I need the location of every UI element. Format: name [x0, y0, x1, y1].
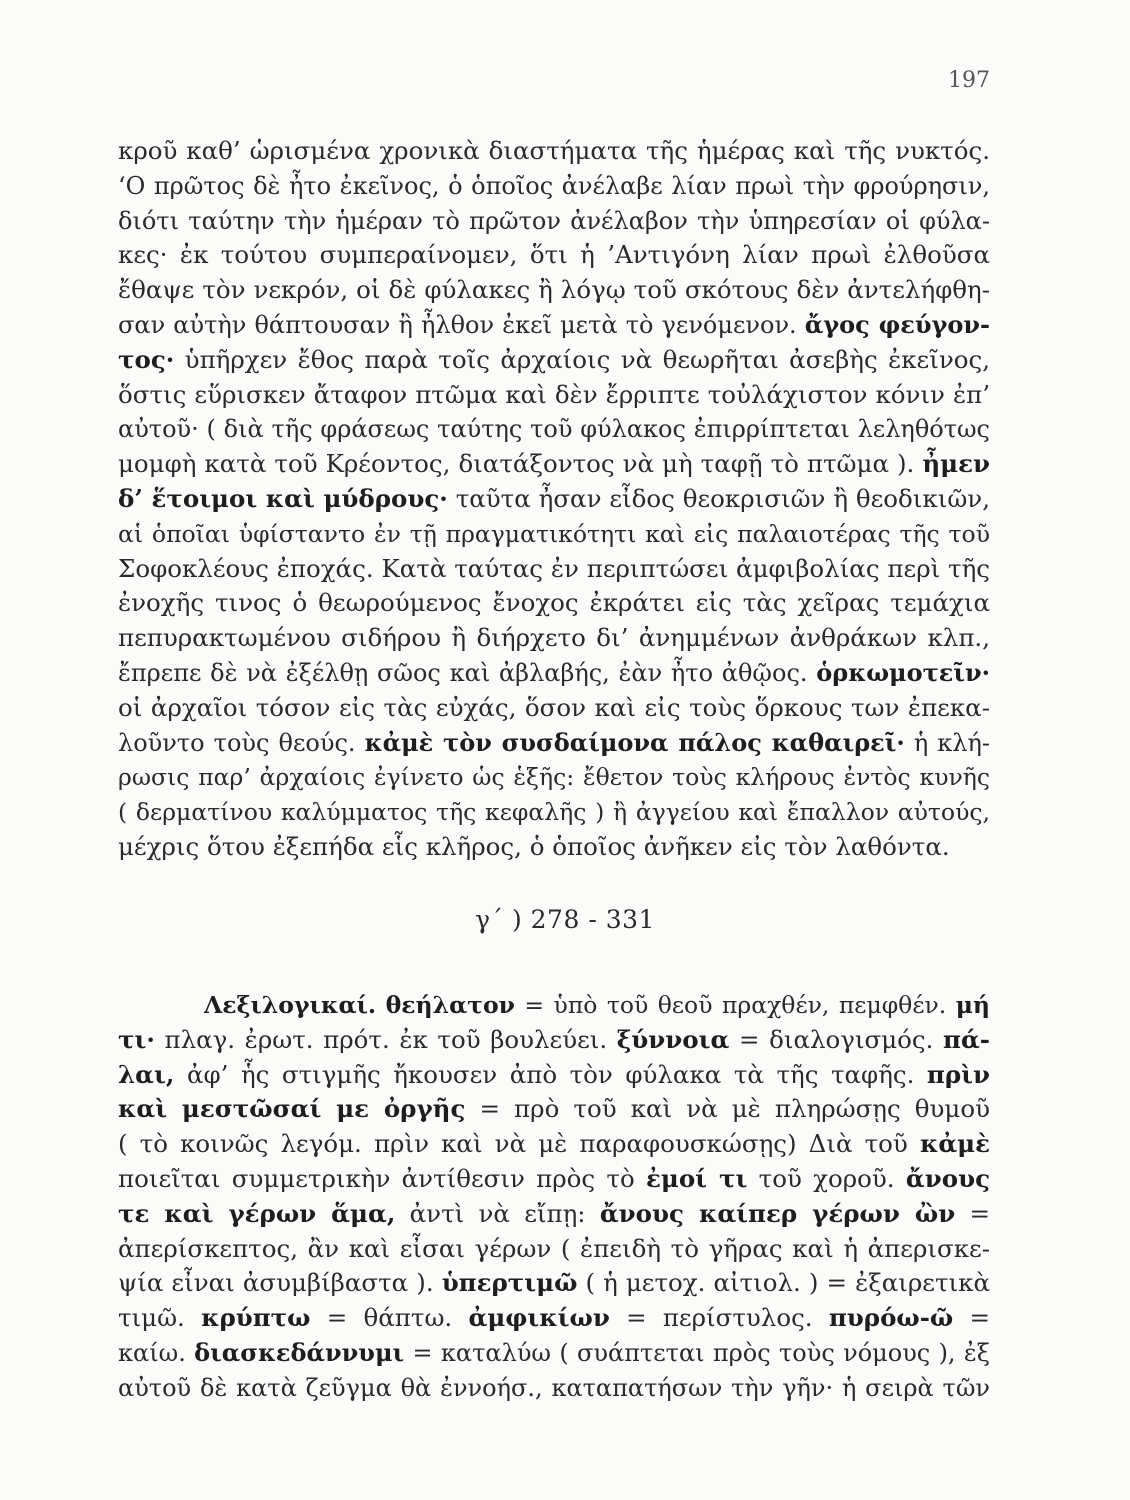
text-segment: μομφὴ κατὰ τοῦ Κρέοντος, διατάξοντος νὰ μὴ ταφῇ τὸ πτῶμα ). [118, 449, 923, 479]
text-line [118, 1232, 990, 1267]
text-line [118, 447, 990, 482]
commentary-paragraph [118, 134, 990, 865]
text-segment: = πρὸ τοῦ καὶ νὰ μὲ πληρώσῃς θυμοῦ [465, 1094, 990, 1124]
text-line [118, 1162, 990, 1197]
text-line [118, 760, 990, 795]
text-segment: ὑπῆρχεν ἔθος παρὰ τοῖς ἀρχαίοις νὰ θεωρῆται ἀσεβὴς ἐκεῖνος, [174, 344, 990, 374]
text-segment: ( ἡ μετοχ. αἰτιολ. ) = ἐξαιρετικὰ [577, 1268, 990, 1298]
lemma-term: ξύννοια [616, 1024, 730, 1054]
text-line [118, 169, 990, 204]
text-segment: ( τὸ κοινῶς λεγόμ. πρὶν καὶ νὰ μὲ παραφουσκώσῃς) Διὰ τοῦ [118, 1129, 920, 1159]
text-line [118, 204, 990, 239]
text-segment: πεπυρακτωμένου σιδήρου ἢ διήρχετο δι’ ἀνημμένων ἀνθράκων κλπ., [118, 623, 990, 653]
text-segment: ὅστις εὕρισκεν ἄταφον πτῶμα καὶ δὲν ἔρριπτε τοὐλάχιστον κόνιν ἐπ’ [118, 379, 990, 409]
text-segment: κροῦ καθ’ ὡρισμένα χρονικὰ διαστήματα τῆς ἡμέρας καὶ τῆς νυκτός. [118, 136, 990, 165]
lemma-term: ὑπερτιμῶ [441, 1268, 578, 1298]
text-segment: Σοφοκλέους ἐποχάς. Κατὰ ταύτας ἐν περιπτώσει ἀμφιβολίας περὶ τῆς [118, 553, 990, 583]
lemma-term: κρύπτω [201, 1303, 311, 1333]
lemma-term: διασκεδάννυμι [194, 1337, 405, 1367]
lemma-term: ἄγος φεύγον- [804, 309, 990, 339]
text-segment: τοῦ χοροῦ. [747, 1163, 906, 1193]
lemma-term: ὁρκωμοτεῖν· [816, 657, 990, 687]
lemma-term: πά- [943, 1024, 990, 1054]
text-segment: ‘Ο πρῶτος δὲ ἦτο ἐκεῖνος, ὁ ὁποῖος ἀνέλαβε λίαν πρωὶ τὴν φρούρησιν, [118, 171, 990, 200]
text-segment: = [953, 1303, 991, 1333]
text-line [118, 1023, 990, 1058]
text-segment: = θάπτω. [310, 1303, 469, 1333]
text-segment: = διαλογισμός. [729, 1024, 944, 1054]
text-line [118, 656, 990, 691]
lemma-term: τος· [118, 344, 175, 374]
text-line [118, 726, 990, 761]
text-segment: = περίστυλος. [609, 1303, 829, 1333]
text-line [118, 134, 990, 169]
text-line [118, 238, 990, 273]
text-line [118, 482, 990, 517]
text-line [118, 412, 990, 447]
text-line [118, 1197, 990, 1232]
text-segment: ψία εἶναι ἀσυμβίβαστα ). [118, 1268, 442, 1298]
text-segment: ἡ κλή- [904, 728, 990, 757]
text-segment: ἀντὶ νὰ εἴπῃ: [395, 1198, 600, 1228]
text-segment: = καταλύω ( συάπτεται πρὸς τοὺς νόμους ), ἐξ [404, 1338, 990, 1367]
page-number: 197 [948, 68, 990, 93]
lemma-term: δ’ ἕτοιμοι καὶ μύδρους· [118, 483, 448, 513]
text-segment: καίω. [118, 1338, 195, 1367]
text-line [118, 586, 990, 621]
text-line [118, 1058, 990, 1093]
text-segment: ( δερματίνου καλύμματος τῆς κεφαλῆς ) ἢ ἀγγείου καὶ ἔπαλλον αὐτούς, [118, 798, 990, 827]
text-segment: αὐτοῦ· ( διὰ τῆς φράσεως ταύτης τοῦ φύλακος ἐπιρρίπτεται λεληθότως [118, 415, 990, 444]
section-heading: γ´ ) 278 - 331 [475, 905, 655, 934]
text-segment: = ὑπὸ τοῦ θεοῦ πραχθέν, πεμφθέν. [514, 991, 956, 1019]
text-segment [376, 991, 385, 1019]
text-line [118, 830, 990, 865]
lemma-term: κἀμὲ [919, 1129, 990, 1159]
text-segment: ἔπρεπε δὲ νὰ ἐξέλθῃ σῶος καὶ ἀβλαβής, ἐὰν ἦτο ἀθῷος. [118, 658, 817, 687]
text-segment: λοῦντο τοὺς θεούς. [118, 728, 365, 757]
text-segment: ἐνοχῆς τινος ὁ θεωρούμενος ἔνοχος ἐκράτει εἰς τὰς χεῖρας τεμάχια [118, 588, 990, 618]
text-line [118, 1127, 990, 1162]
text-line [118, 1092, 990, 1127]
text-segment: ποιεῖται συμμετρικὴν ἀντίθεσιν πρὸς τὸ [118, 1163, 647, 1193]
text-line [118, 343, 990, 378]
text-segment: σαν αὐτὴν θάπτουσαν ἢ ἦλθον ἐκεῖ μετὰ τὸ γενόμενον. [118, 310, 805, 339]
lemma-term: μή [955, 991, 990, 1019]
text-segment: πλαγ. ἐρωτ. πρότ. ἐκ τοῦ βουλεύει. [154, 1024, 617, 1054]
text-line [118, 552, 990, 587]
text-segment: ρωσις παρ’ ἀρχαίοις ἐγίνετο ὡς ἑξῆς: ἔθετον τοὺς κλήρους ἐντὸς κυνῆς [118, 763, 990, 792]
text-segment: αἱ ὁποῖαι ὑφίσταντο ἐν τῇ πραγματικότητι καὶ εἰς παλαιοτέρας τῆς τοῦ [118, 519, 990, 548]
lemma-term: ἦμεν [922, 449, 990, 479]
lemma-term: ἀμφικίων [468, 1303, 610, 1333]
text-segment: ἀπερίσκεπτος, ἂν καὶ εἶσαι γέρων ( ἐπειδὴ τὸ γῆρας καὶ ἡ ἀπερισκε- [118, 1233, 990, 1263]
text-segment: αὐτοῦ δὲ κατὰ ζεῦγμα θὰ ἐννοήσ., καταπατήσων τὴν γῆν· ἡ σειρὰ τῶν [118, 1373, 990, 1402]
text-segment: τιμῶ. [118, 1303, 202, 1333]
lemma-term: καὶ μεστῶσαί με ὀργῆς [118, 1094, 466, 1124]
text-line [118, 308, 990, 343]
text-line [118, 273, 990, 308]
glossary-paragraph [118, 988, 990, 1406]
lemma-term: ἄνους [905, 1163, 990, 1193]
lemma-term: ἐμοί τι [646, 1163, 748, 1193]
lemma-term: Λεξιλογικαί. [204, 991, 377, 1019]
lemma-term: λαι, [118, 1059, 175, 1089]
text-segment: μέχρις ὅτου ἐξεπήδα εἷς κλῆρος, ὁ ὁποῖος ἀνῆκεν εἰς τὸν λαθόντα. [118, 831, 950, 861]
text-line [118, 517, 990, 552]
text-line [118, 1301, 990, 1336]
text-segment: διότι ταύτην τὴν ἡμέραν τὸ πρῶτον ἀνέλαβον τὴν ὑπηρεσίαν οἱ φύλα- [118, 206, 990, 235]
text-segment: κες· ἐκ τούτου συμπεραίνομεν, ὅτι ἡ ’Αντιγόνη λίαν πρωὶ ἐλθοῦσα [118, 240, 990, 270]
text-segment: ταῦτα ἦσαν εἶδος θεοκρισιῶν ἢ θεοδικιῶν, [447, 483, 990, 513]
text-segment: ἀφ’ ἧς στιγμῆς ἤκουσεν ἀπὸ τὸν φύλακα τὰ τῆς ταφῆς. [174, 1059, 927, 1089]
text-line [118, 621, 990, 656]
lemma-term: πυρόω-ῶ [828, 1303, 954, 1333]
text-segment: = [955, 1198, 990, 1228]
lemma-term: κἀμὲ τὸν συσδαίμονα πάλος καθαιρεῖ· [364, 727, 905, 757]
lemma-term: πρὶν [926, 1059, 990, 1089]
text-line [118, 795, 990, 830]
text-segment: οἱ ἀρχαῖοι τόσον εἰς τὰς εὐχάς, ὅσον καὶ εἰς τοὺς ὅρκους των ἐπεκα- [118, 692, 990, 722]
lemma-term: τι· [118, 1024, 155, 1054]
text-line [118, 1371, 990, 1406]
lemma-term: τε καὶ γέρων ἅμα, [118, 1198, 396, 1228]
text-line [118, 1266, 990, 1301]
text-line [118, 378, 990, 413]
text-segment: ἔθαψε τὸν νεκρόν, οἱ δὲ φύλακες ἢ λόγῳ τοῦ σκότους δὲν ἀντελήφθη- [118, 275, 990, 305]
lemma-term: ἄνους καίπερ γέρων ὢν [599, 1198, 956, 1228]
text-line [118, 988, 990, 1023]
text-line [118, 691, 990, 726]
text-line [118, 1336, 990, 1371]
lemma-term: θεήλατον [385, 991, 515, 1019]
